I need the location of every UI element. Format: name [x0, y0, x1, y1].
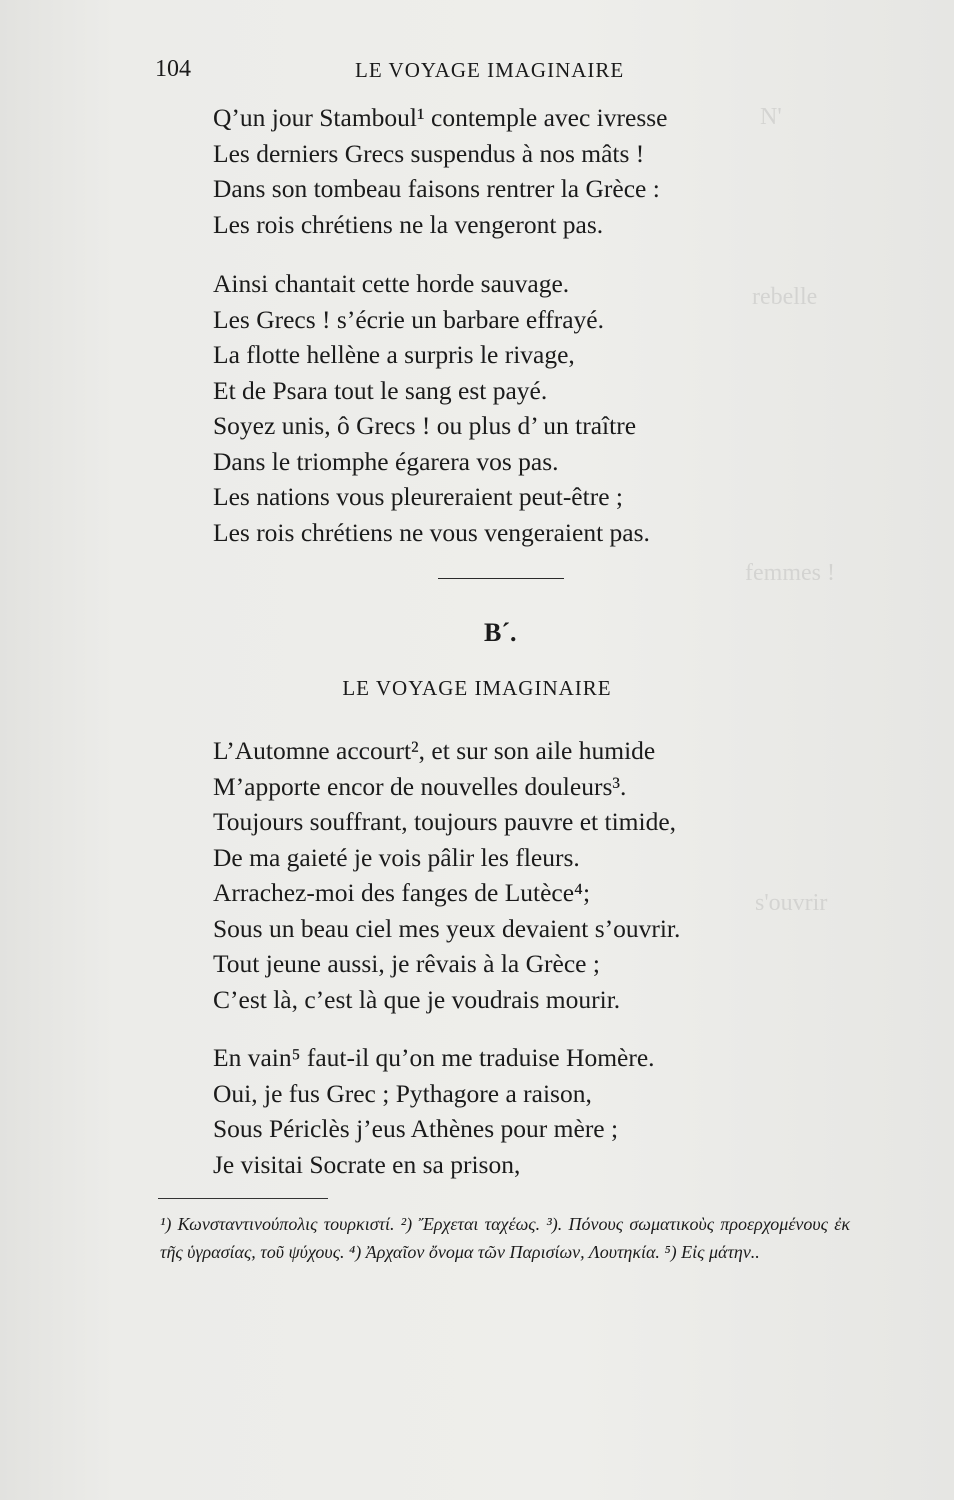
verse-line: Les derniers Grecs suspendus à nos mâts ! [213, 138, 645, 168]
verse-line: De ma gaieté je vois pâlir les fleurs. [213, 842, 580, 872]
verse-line: M’apporte encor de nouvelles douleurs³. [213, 771, 627, 801]
verse-line: Les rois chrétiens ne vous vengeraient pas. [213, 517, 650, 547]
verse-line: Oui, je fus Grec ; Pythagore a raison, [213, 1078, 592, 1108]
section-letter: B´. [484, 618, 517, 647]
verse-line: La flotte hellène a surpris le rivage, [213, 340, 575, 369]
section-separator [438, 578, 564, 579]
verse-line: Tout jeune aussi, je rêvais à la Grèce ; [213, 949, 600, 978]
verse-line: Les Grecs ! s’écrie un barbare effrayé. [213, 304, 605, 334]
verse-line: Sous Périclès j’eus Athènes pour mère ; [213, 1114, 619, 1143]
page-number: 104 [155, 56, 191, 82]
verse-line: Soyez unis, ô Grecs ! ou plus d’ un traître [213, 411, 637, 440]
verse-line: Je visitai Socrate en sa prison, [213, 1149, 521, 1179]
verse-line: Et de Psara tout le sang est payé. [213, 375, 548, 405]
verse-line: Sous un beau ciel mes yeux devaient s’ouvrir. [213, 913, 681, 943]
stanza-4 [213, 1040, 813, 1182]
stanza-2 [213, 266, 813, 550]
verse-line: En vain⁵ faut-il qu’on me traduise Homère. [213, 1043, 655, 1072]
running-title: LE VOYAGE IMAGINAIRE [355, 58, 625, 82]
section-title: LE VOYAGE IMAGINAIRE [342, 676, 612, 700]
verse-line: Les nations vous pleureraient peut-être ; [213, 482, 623, 511]
verse-line: Toujours souffrant, toujours pauvre et timide, [213, 807, 677, 836]
page-header [155, 56, 755, 88]
verse-line: Q’un jour Stamboul¹ contemple avec ivresse [213, 103, 668, 132]
verse-line: Ainsi chantait cette horde sauvage. [213, 269, 570, 298]
verse-line: L’Automne accourt², et sur son aile humide [213, 736, 656, 765]
stanza-3 [213, 733, 813, 1017]
verse-line: Arrachez-moi des fanges de Lutèce⁴; [213, 878, 591, 907]
footnotes: ¹) Κωνσταντινούπολις τουρκιστί. ²) Ἔρχεται ταχέως. ³). Πόνους σωματικοὺς προερχομένους ἐκ τῆς ὑγρασίας, τοῦ ψύχους. ⁴) Ἀρχαῖον ὄνομα τῶν Παρισίων, Λουτηκία. ⁵) Εἰς μάτην.. [160, 1214, 850, 1262]
book-page: N' rebelle femmes ! s'ouvrir 104 LE VOYAGE IMAGINAIRE Q’un jour Stamboul¹ contemple avec ivresse Les derniers Grecs suspendus à nos mâts ! Dans son tombeau faisons rentrer la Grèce : Les rois chrétiens ne la vengeront pas. Ainsi chantait cette horde sauvage. Les Grecs ! s’écrie un barbare effrayé. La flotte hellène a surpris le rivage, Et de Psara tout le sang est payé. Soyez unis, ô Grecs ! ou plus d’ un traître Dans le triomphe égarera vos pas. Les nations vous pleureraient peut-être ; Les rois chrétiens ne vous vengeraient pas. B´. LE VOYAGE IMAGINAIRE L’Automne accourt², et sur son aile humide M’apporte encor de nouvelles douleurs³. Toujours souffrant, toujours pauvre et timide, De ma gaieté je vois pâlir les fleurs. Arrachez-moi des fanges de Lutèce⁴; Sous un beau ciel mes yeux devaient s’ouvrir. Tout jeune aussi, je rêvais à la Grèce ; C’est là, c’est là que je voudrais mourir. En vain⁵ faut-il qu’on me traduise Homère. Oui, je fus Grec ; Pythagore a raison, Sous Périclès j’eus Athènes pour mère ; Je visitai Socrate en sa prison, ¹) Κωνσταντινούπολις τουρκιστί. ²) Ἔρχεται ταχέως. ³). Πόνους σωματικοὺς προερχομένους ἐκ τῆς ὑγρασίας, τοῦ ψύχους. ⁴) Ἀρχαῖον ὄνομα τῶν Παρισίων, Λουτηκία. ⁵) Εἰς μάτην.. [0, 0, 954, 1500]
footnote-rule [158, 1198, 328, 1199]
verse-line: Dans le triomphe égarera vos pas. [213, 446, 559, 476]
verse-line: Les rois chrétiens ne la vengeront pas. [213, 209, 604, 239]
verse-line: C’est là, c’est là que je voudrais mourir. [213, 984, 621, 1014]
stanza-1 [213, 100, 813, 242]
verse-line: Dans son tombeau faisons rentrer la Grèce : [213, 174, 660, 203]
